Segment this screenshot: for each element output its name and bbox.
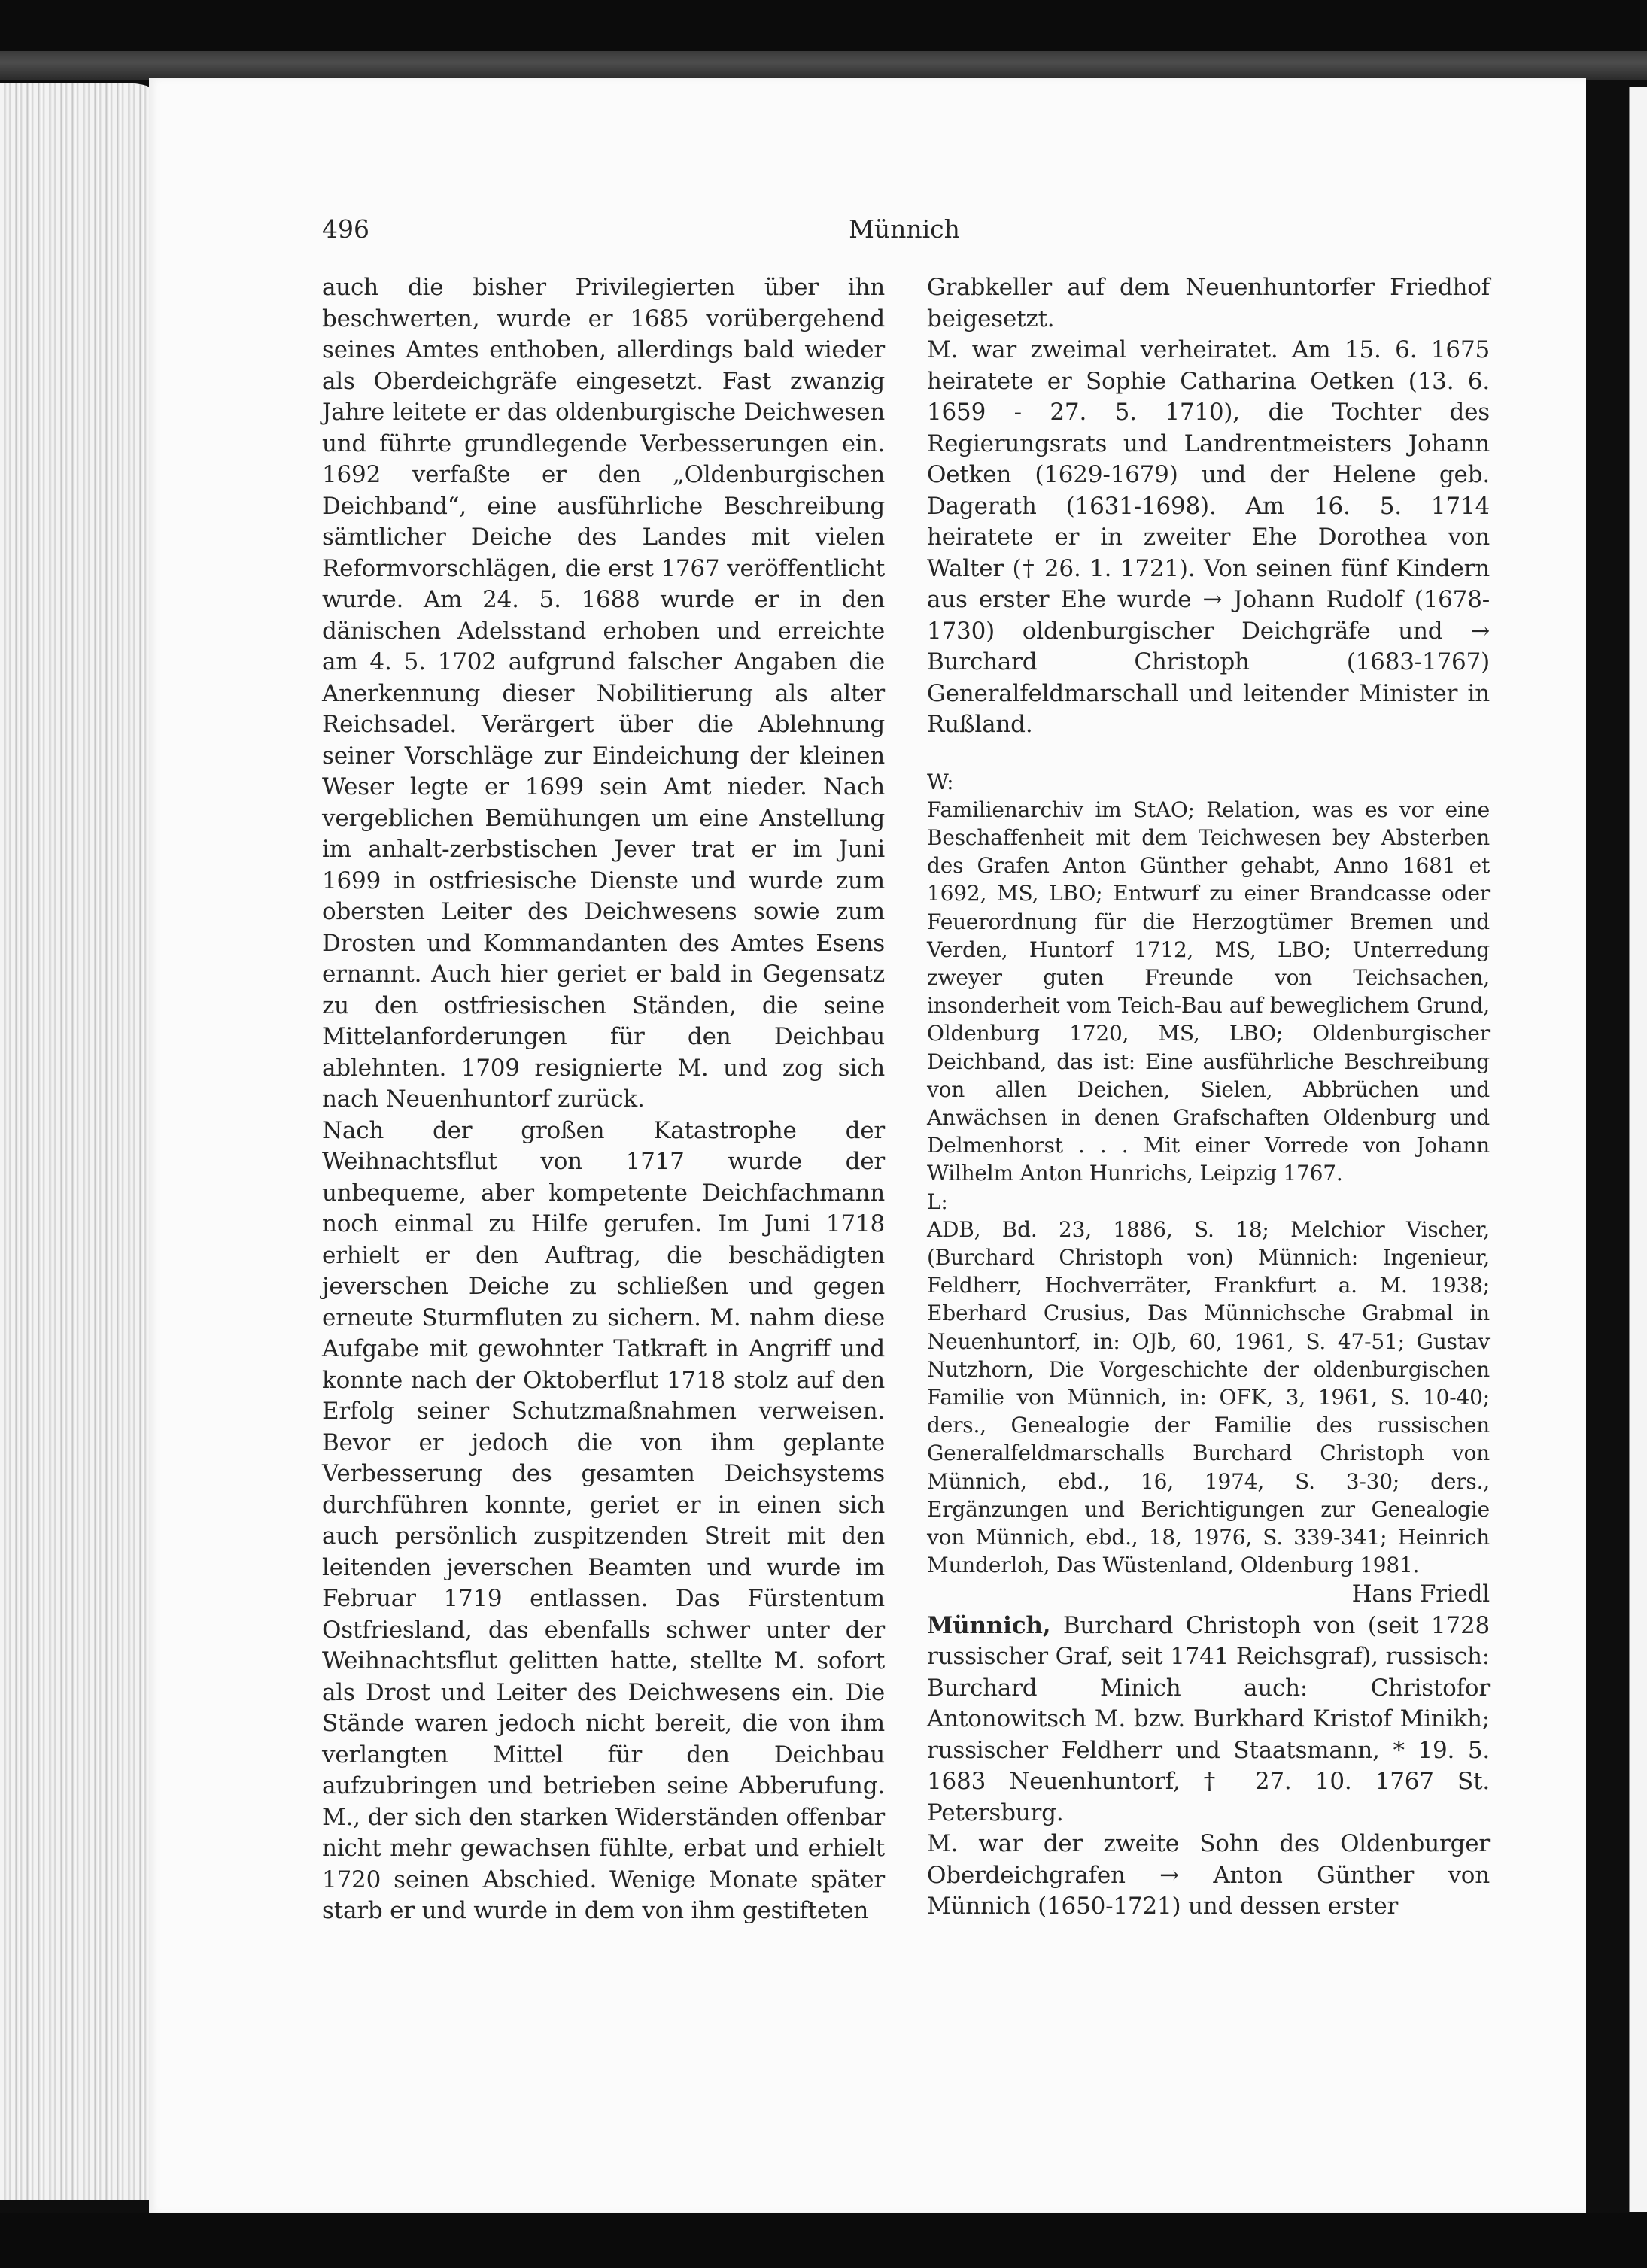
scan-background-bottom <box>0 2213 1647 2268</box>
paragraph: Grabkeller auf dem Neuenhuntorfer Friedhof beigesetzt. <box>927 274 1490 332</box>
author-signature: Hans Friedl <box>1351 1580 1490 1608</box>
left-column <box>322 272 885 1927</box>
literature-label: L: <box>927 1189 948 1214</box>
page-number: 496 <box>322 214 369 244</box>
works-label: W: <box>927 769 954 794</box>
literature-list: ADB, Bd. 23, 1886, S. 18; Melchior Vischer, (Burchard Christoph von) Münnich: Ingenieur, Feldherr, Hochverräter, Frankfurt a. M. 1938; Eberhard Crusius, Das Münnichsche Grabmal in Neuenhuntorf, in: OJb, 60, 1961, S. 47-51; Gustav Nutzhorn, Die Vorgeschichte der oldenburgischen Familie von Münnich, in: OFK, 3, 1961, S. 10-40; ders., Genealogie der Familie des russischen Generalfeldmarschalls Burchard Christoph von Münnich, ebd., 16, 1974, S. 3-30; ders., Ergänzungen und Berichtigungen zur Genealogie von Münnich, ebd., 18, 1976, S. 339-341; Heinrich Munderloh, Das Wüstenland, Oldenburg 1981. <box>927 1216 1490 1578</box>
entry-intro: Burchard Christoph von (seit 1728 russischer Graf, seit 1741 Reichsgraf), russisch: Burchard Minich auch: Christofor Antonowitsch M. bzw. Burkhard Kristof Minikh; russischer Feldherr und Staatsmann, * 19. 5. 1683 Neuenhuntorf, † 27. 10. 1767 St. Petersburg. <box>927 1611 1490 1826</box>
paragraph: auch die bisher Privilegierten über ihn beschwerten, wurde er 1685 vorübergehend seines Amtes enthoben, allerdings bald wieder als Oberdeichgräfe eingesetzt. Fast zwanzig Jahre leitete er das oldenburgische Deichwesen und führte grundlegende Verbesserungen ein. 1692 verfaßte er den „Oldenburgischen Deichband“, eine ausführliche Beschreibung sämtlicher Deiche des Landes mit vielen Reformvorschlägen, die erst 1767 veröffentlicht wurde. Am 24. 5. 1688 wurde er in den dänischen Adelsstand erhoben und erreichte am 4. 5. 1702 aufgrund falscher Angaben die Anerkennung dieser Nobilitierung als alter Reichsadel. Verärgert über die Ablehnung seiner Vorschläge zur Eindeichung der kleinen Weser legte er 1699 sein Amt nieder. Nach vergeblichen Bemühungen um eine Anstellung im anhalt-zerbstischen Jever trat er im Juni 1699 in ostfriesische Dienste und wurde zum obersten Leiter des Deichwesens sowie zum Drosten und Kommandanten des Amtes Esens ernannt. Auch hier geriet er bald in Gegensatz zu den ostfriesischen Ständen, die seine Mittelanforderungen für den Deichbau ablehnten. 1709 resignierte M. und zog sich nach Neuenhuntorf zurück. <box>322 274 885 1113</box>
page-stack-edges <box>0 83 150 2200</box>
next-entry-header <box>927 1611 1490 1829</box>
paragraph: Nach der großen Katastrophe der Weihnachtsflut von 1717 wurde der unbequeme, aber kompetente Deichfachmann noch einmal zu Hilfe gerufen. Im Juni 1718 erhielt er den Auftrag, die beschädigten jeverschen Deiche zu schließen und gegen erneute Sturmfluten zu sichern. M. nahm diese Aufgabe mit gewohnter Tatkraft in Angriff und konnte nach der Oktoberflut 1718 stolz auf den Erfolg seiner Schutzmaßnahmen verweisen. Bevor er jedoch die von ihm geplante Verbesserung des gesamten Deichsystems durchführen konnte, geriet er in einen sich auch persönlich zuspitzenden Streit mit den leitenden jeverschen Beamten und wurde im Februar 1719 entlassen. Das Fürstentum Ostfriesland, das ebenfalls schwer unter der Weihnachtsflut gelitten hatte, stellte M. sofort als Drost und Leiter des Deichwesens ein. Die Stände waren jedoch nicht bereit, die von ihm verlangten Mittel für den Deichbau aufzubringen und betrieben seine Abberufung. M., der sich den starken Widerständen offenbar nicht mehr gewachsen fühlte, erbat und erhielt 1720 seinen Abschied. Wenige Monate später starb er und wurde in dem von ihm gestifteten <box>322 1116 885 1924</box>
facing-page-edge <box>1629 87 1647 2212</box>
running-head <box>322 214 1487 252</box>
right-column <box>927 272 1490 1923</box>
paragraph: M. war zweimal verheiratet. Am 15. 6. 1675 heiratete er Sophie Catharina Oetken (13. 6. 1659 - 27. 5. 1710), die Tochter des Regierungsrats und Landrentmeisters Johann Oetken (1629-1679) und der Helene geb. Dagerath (1631-1698). Am 16. 5. 1714 heiratete er in zweiter Ehe Dorothea von Walter († 26. 1. 1721). Von seinen fünf Kindern aus erster Ehe wurde → Johann Rudolf (1678-1730) oldenburgischer Deichgräfe und → Burchard Christoph (1683-1767) Generalfeldmarschall und leitender Minister in Rußland. <box>927 336 1490 738</box>
book-top-edge <box>0 51 1647 80</box>
running-head-title: Münnich <box>849 214 960 244</box>
works-list: Familienarchiv im StAO; Relation, was es vor eine Beschaffenheit mit dem Teichwesen bey Absterben des Grafen Anton Günther gehabt, Anno 1681 et 1692, MS, LBO; Entwurf zu einer Brandcasse oder Feuerordnung für die Herzogtümer Bremen und Verden, Huntorf 1712, MS, LBO; Unterredung zweyer guten Freunde von Teichsachen, insonderheit vom Teich-Bau auf beweglichem Grund, Oldenburg 1720, MS, LBO; Oldenburgischer Deichband, das ist: Eine ausführliche Beschreibung von allen Deichen, Sielen, Abbrüchen und Anwächsen in denen Grafschaften Oldenburg und Delmenhorst . . . Mit einer Vorrede von Johann Wilhelm Anton Hunrichs, Leipzig 1767. <box>927 797 1490 1186</box>
paragraph: M. war der zweite Sohn des Oldenburger Oberdeichgrafen → Anton Günther von Münnich (1650-1721) und dessen erster <box>927 1830 1490 1920</box>
entry-headword: Münnich, <box>927 1611 1051 1639</box>
